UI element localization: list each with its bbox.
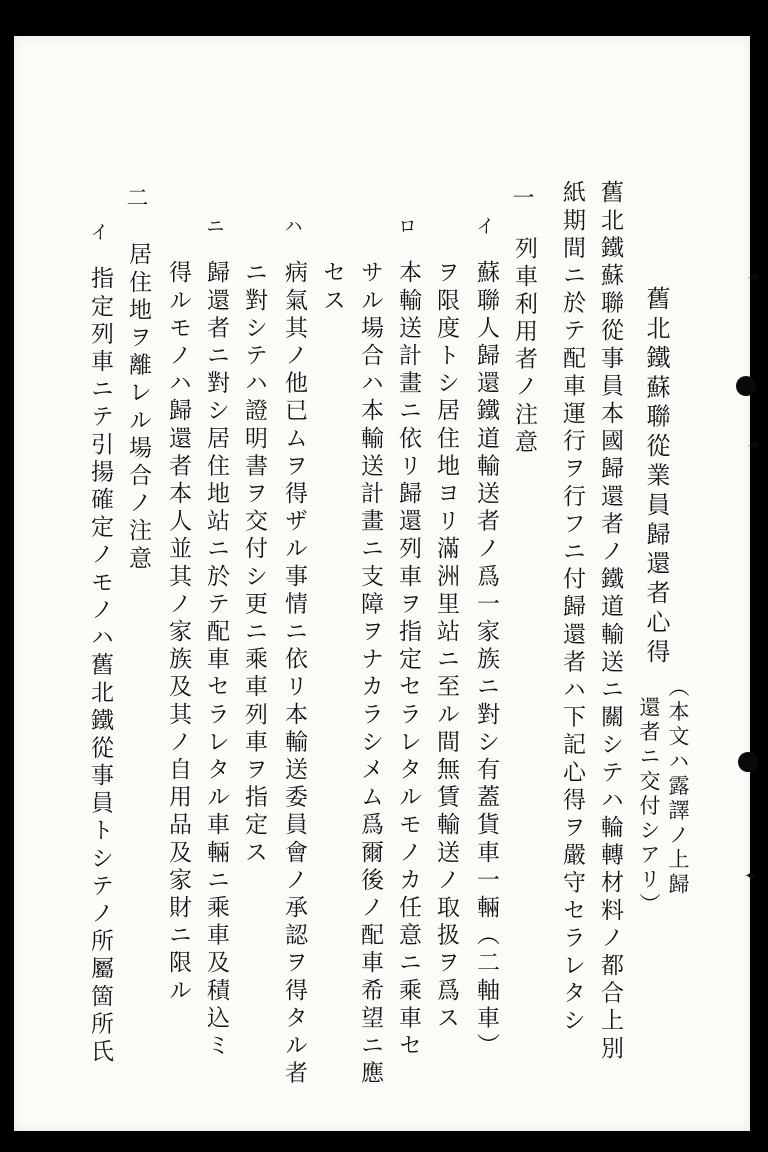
item-ha-line-1: 病氣其ノ他已ムヲ得ザル事情ニ依リ本輸送委員會ノ承認ヲ得タル者 bbox=[281, 260, 307, 1088]
binding-hole-icon bbox=[738, 752, 758, 772]
item-ro-line-3: セス bbox=[319, 260, 345, 316]
binding-hole-icon bbox=[736, 376, 756, 396]
item-i-marker: イ bbox=[473, 216, 495, 235]
item-ni-line-1: 歸還者ニ對シ居住地站ニ於テ配車セラレタル車輛ニ乘車及積込ミ bbox=[203, 260, 229, 1061]
document-page bbox=[14, 36, 763, 1131]
intro-line-1: 舊北鐵蘇聯從事員本國歸還者ノ鐵道輸送ニ關シテハ輪轉材料ノ都合上別 bbox=[597, 180, 623, 1064]
section-1-title: 列車利用者ノ注意 bbox=[511, 236, 537, 457]
title-note-line2: 還者ニ交付シアリ） bbox=[637, 696, 661, 918]
item-ha-line-2: ニ對シテハ證明書ヲ交付シ更ニ乘車列車ヲ指定ス bbox=[241, 260, 267, 868]
binding-mark-icon: ✦ bbox=[744, 866, 760, 887]
item-ro-line-2: サル場合ハ本輸送計畫ニ支障ヲナカラシメム爲爾後ノ配車希望ニ應 bbox=[357, 260, 383, 1088]
section-2-number: 二 bbox=[123, 186, 148, 208]
item2-i-line-1: 指定列車ニテ引揚確定ノモノハ舊北鐵從事員トシテノ所屬箇所氏 bbox=[87, 266, 113, 1067]
binding-mark-icon: ✦ bbox=[747, 268, 763, 289]
item2-i-marker: イ bbox=[87, 222, 109, 241]
item-ha-marker: ハ bbox=[281, 216, 303, 235]
binding-mark-icon: ✦ bbox=[747, 436, 763, 457]
title-note-line1: （本文ハ露譯ノ上歸 bbox=[666, 676, 690, 898]
item-i-line-1: 蘇聯人歸還鐵道輸送者ノ爲一家族ニ對シ有蓋貨車一輛（二軸車） bbox=[473, 260, 499, 1061]
item-ro-line-1: 本輸送計畫ニ依リ歸還列車ヲ指定セラレタルモノカ任意ニ乘車セ bbox=[395, 260, 421, 1061]
intro-line-2: 紙期間ニ於テ配車運行ヲ行フニ付歸還者ハ下記心得ヲ嚴守セラレタシ bbox=[559, 180, 585, 1036]
section-1-number: 一 bbox=[509, 186, 534, 208]
item-i-line-2: ヲ限度トシ居住地ヨリ滿洲里站ニ至ル間無賃輸送ノ取扱ヲ爲ス bbox=[433, 260, 459, 1033]
document-title: 舊北鐵蘇聯從業員歸還者心得 bbox=[642, 286, 670, 669]
item-ni-line-2: 得ルモノハ歸還者本人並其ノ家族及其ノ自用品及家財ニ限ル bbox=[165, 260, 191, 1006]
section-2-title: 居住地ヲ離レル場合ノ注意 bbox=[125, 242, 151, 574]
item-ni-marker: ニ bbox=[203, 216, 225, 235]
item-ro-marker: ロ bbox=[395, 216, 417, 235]
